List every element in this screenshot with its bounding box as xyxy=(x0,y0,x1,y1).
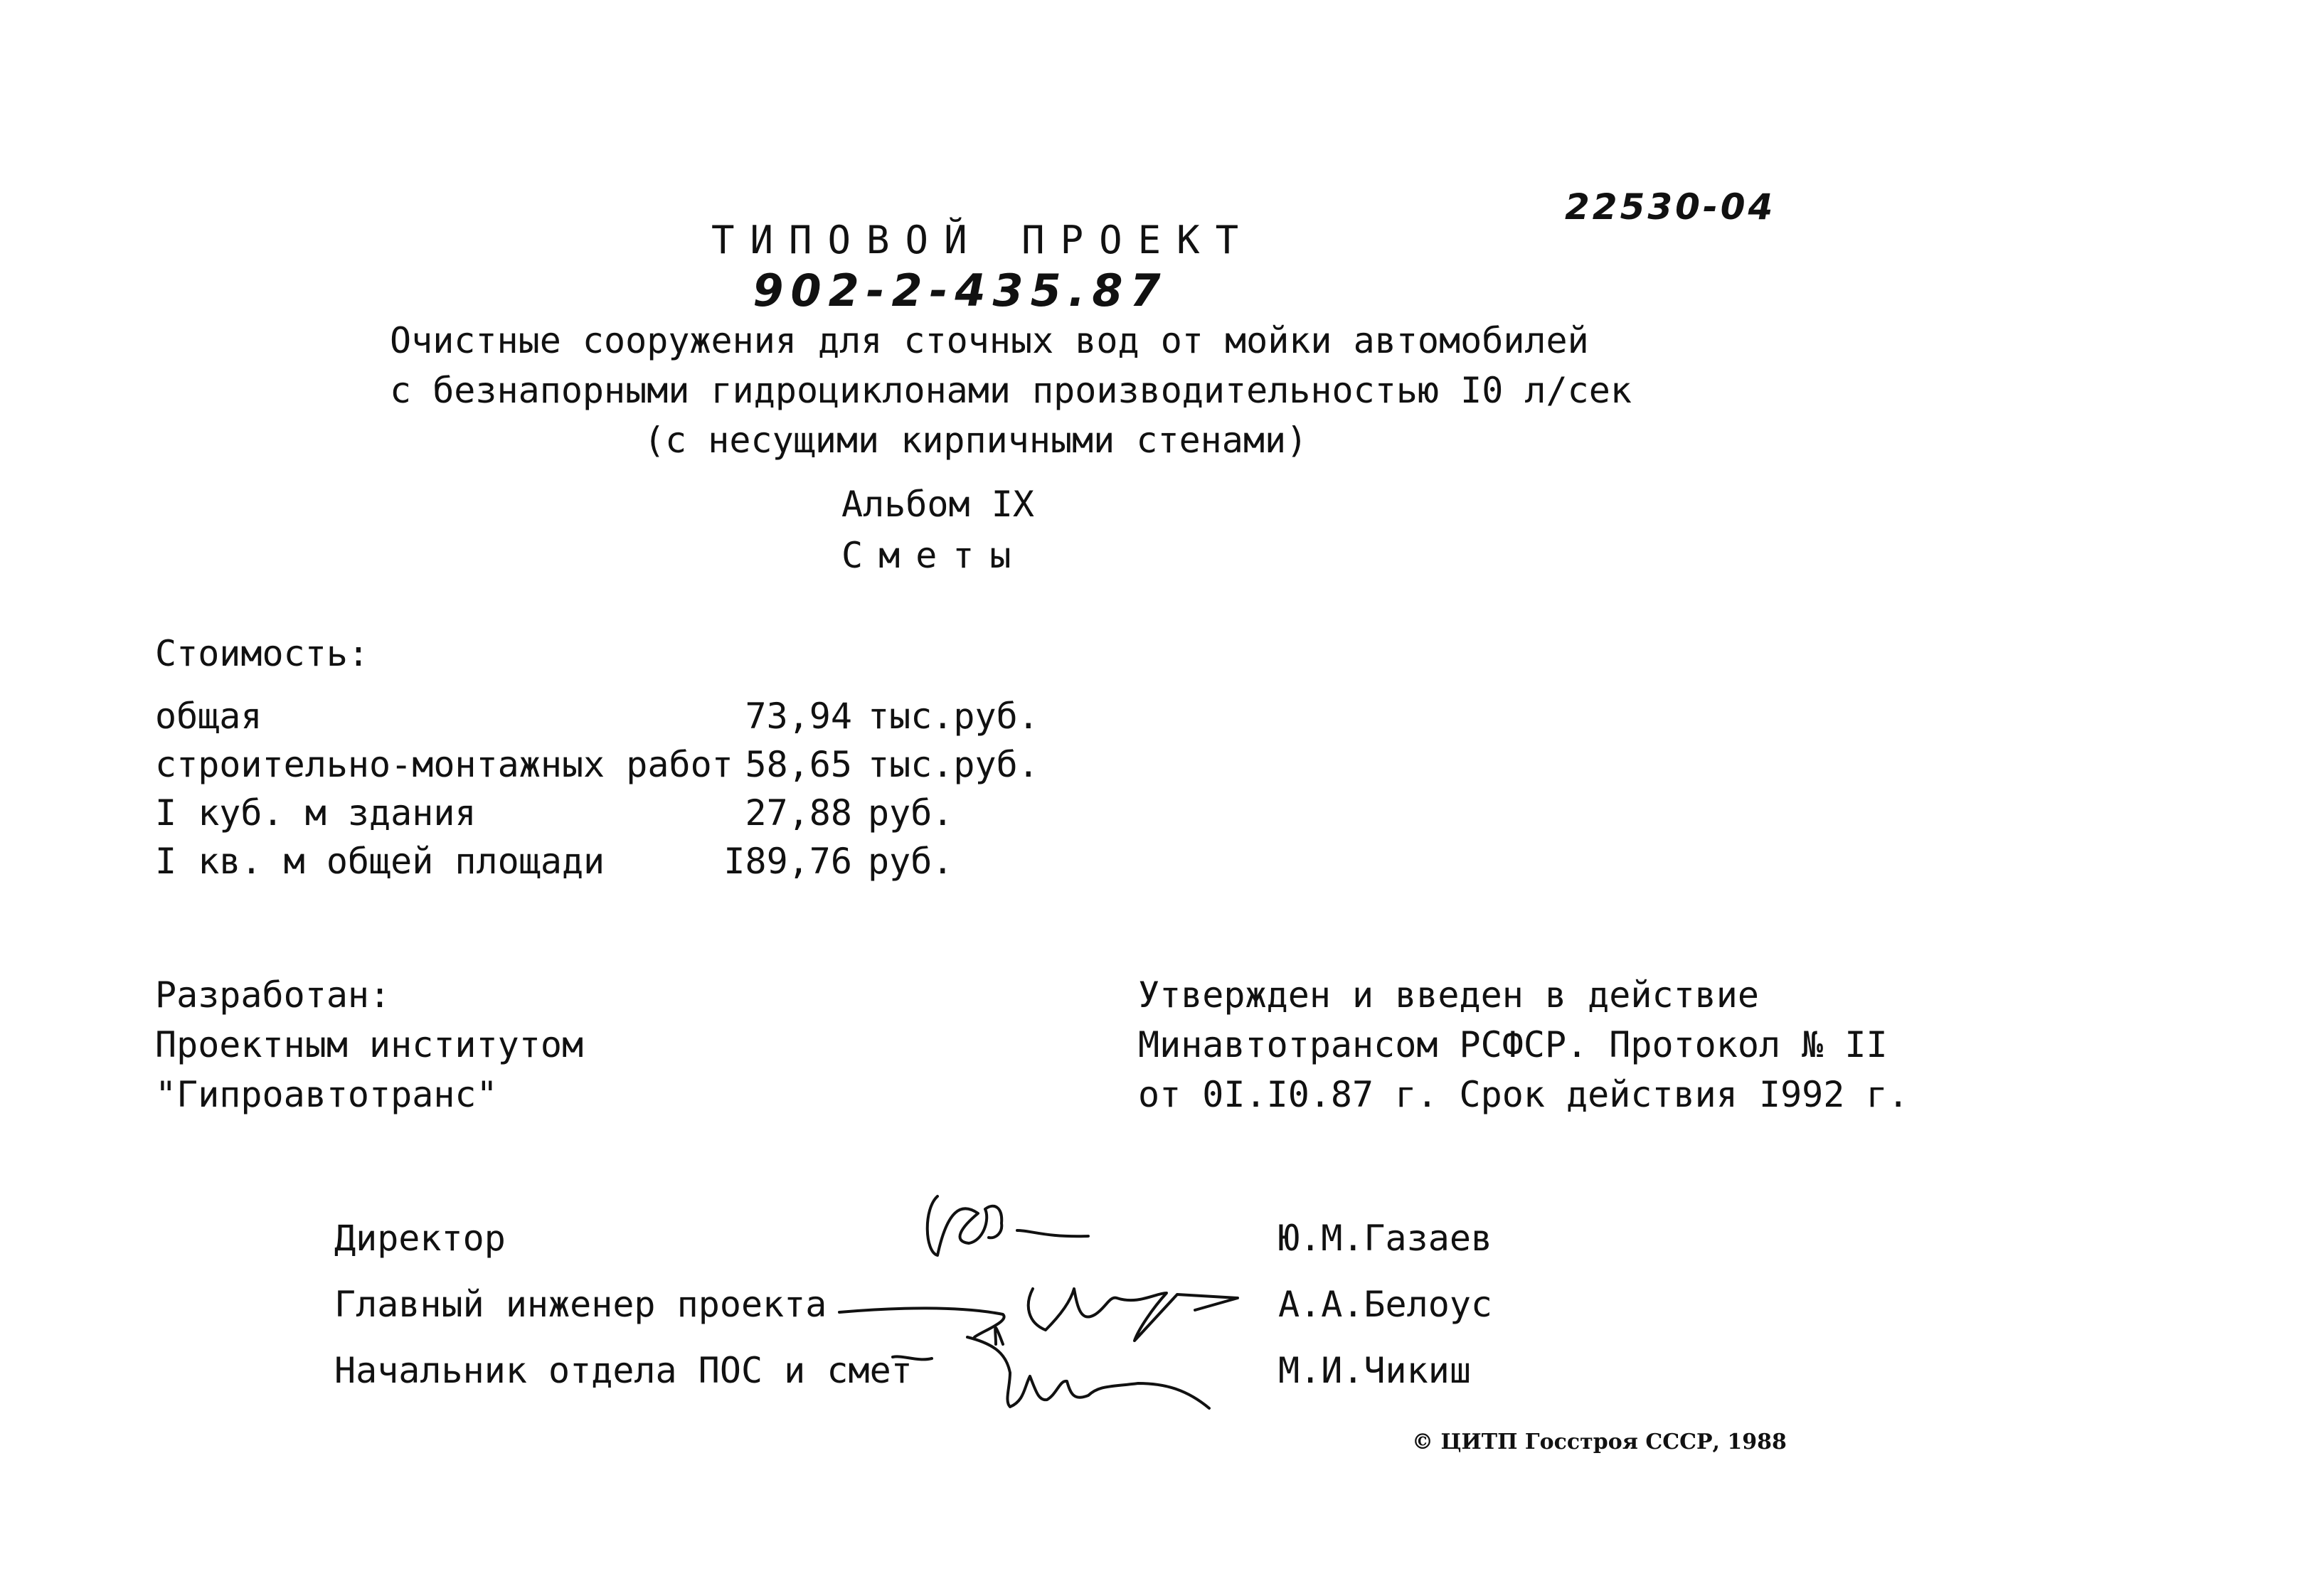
cost-label: I куб. м здания xyxy=(155,792,477,834)
signature-role: Директор xyxy=(334,1218,506,1259)
document-title: ТИПОВОЙ ПРОЕКТ xyxy=(711,218,1255,262)
cost-unit: руб. xyxy=(868,792,954,834)
cost-table xyxy=(155,696,1039,889)
approval-line-1: Утвержден и введен в действие xyxy=(1138,974,1759,1016)
cost-unit: тыс.руб. xyxy=(868,696,1039,737)
approval-line-2: Минавтотрансом РСФСР. Протокол № II xyxy=(1138,1024,1888,1065)
developer-line-2: "Гипроавтотранс" xyxy=(155,1074,498,1115)
cost-heading: Стоимость: xyxy=(155,633,370,674)
signature-name: М.И.Чикиш xyxy=(1278,1350,1471,1391)
cost-label: строительно-монтажных работ xyxy=(155,744,733,785)
cost-unit: тыс.руб. xyxy=(868,744,1039,785)
project-description-line-2: с безнапорными гидроциклонами производительностью I0 л/сек xyxy=(390,370,1632,411)
cost-value: I89,76 xyxy=(723,841,852,882)
project-number: 902-2-435.87 xyxy=(753,265,1168,316)
signature-chief-engineer xyxy=(839,1289,1238,1344)
cost-label: общая xyxy=(155,696,262,737)
cost-row xyxy=(155,841,1039,889)
signature-name: А.А.Белоус xyxy=(1278,1284,1493,1325)
signature-role: Начальник отдела ПОС и смет xyxy=(334,1350,913,1391)
cost-row xyxy=(155,696,1039,744)
section-label: Сметы xyxy=(841,535,1027,576)
signature-head-of-department xyxy=(893,1337,1209,1408)
signature-name: Ю.М.Газаев xyxy=(1278,1218,1493,1259)
signature-director xyxy=(928,1196,1088,1255)
approval-line-3: от 0I.I0.87 г. Срок действия I992 г. xyxy=(1138,1074,1909,1115)
cost-label: I кв. м общей площади xyxy=(155,841,605,882)
cost-value: 73,94 xyxy=(745,696,852,737)
signature-role: Главный инженер проекта xyxy=(334,1284,827,1325)
developer-heading: Разработан: xyxy=(155,974,391,1016)
project-description-line-3: (с несущими кирпичными стенами) xyxy=(644,420,1308,461)
archive-number: 22530-04 xyxy=(1565,186,1776,228)
album-label: Альбом IX xyxy=(841,484,1034,525)
cost-unit: руб. xyxy=(868,841,954,882)
copyright: © ЦИТП Госстроя СССР, 1988 xyxy=(1412,1430,1787,1454)
developer-line-1: Проектным институтом xyxy=(155,1024,584,1065)
cost-row xyxy=(155,792,1039,841)
cost-value: 27,88 xyxy=(745,792,852,834)
cost-row xyxy=(155,744,1039,792)
cost-value: 58,65 xyxy=(745,744,852,785)
project-description-line-1: Очистные сооружения для сточных вод от мойки автомобилей xyxy=(390,320,1589,361)
